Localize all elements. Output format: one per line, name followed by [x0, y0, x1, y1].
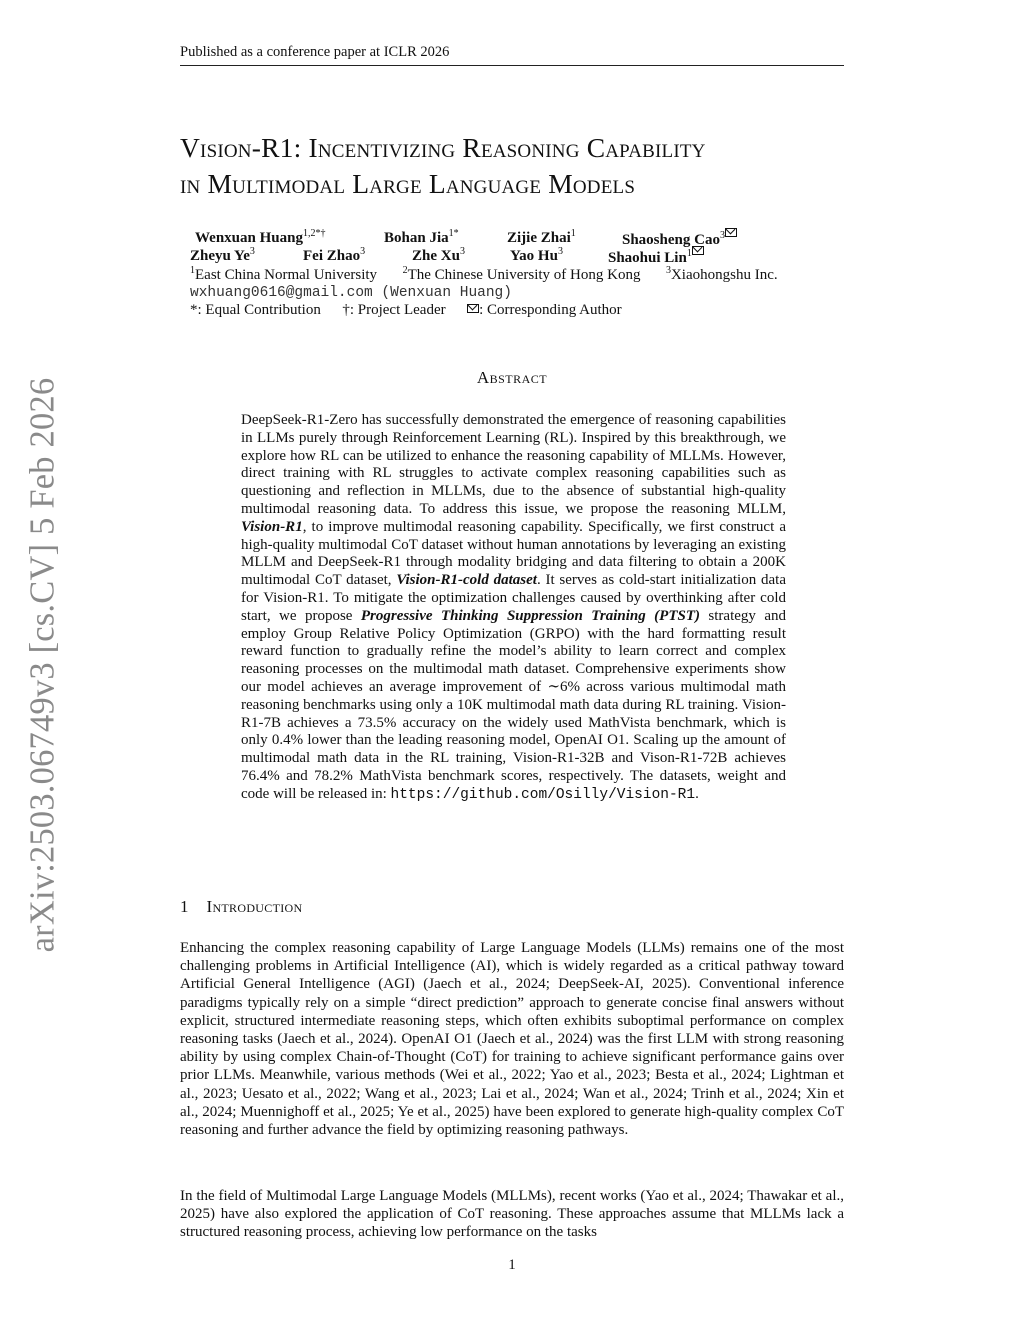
abstract-heading: Abstract: [476, 368, 548, 387]
section-number: 1: [180, 897, 189, 916]
contact-email: wxhuang0616@gmail.com (Wenxuan Huang): [190, 285, 512, 301]
title-line-1: Vision-R1: Incentivizing Reasoning Capability: [180, 132, 706, 163]
running-header: Published as a conference paper at ICLR 2026: [180, 44, 450, 60]
paper-title: [180, 130, 850, 202]
arxiv-id-text: arXiv:2503.06749v3 [cs.CV] 5 Feb 2026: [23, 377, 62, 953]
author-list: [190, 228, 850, 268]
note-corresponding: : Corresponding Author: [479, 302, 622, 318]
author: Zheyu Ye$^3$: [190, 246, 255, 264]
method-name: Progressive Thinking Suppression Training (PTST): [360, 607, 700, 624]
header-rule: [180, 65, 844, 66]
note-leader: †: Project Leader: [342, 302, 446, 318]
dataset-name: Vision-R1-cold dataset: [396, 572, 537, 589]
author: Zhe Xu$^3$: [412, 246, 465, 264]
affiliations: [190, 265, 778, 284]
repo-url[interactable]: https://github.com/Osilly/Vision-R1: [390, 786, 696, 803]
section-title: Introduction: [206, 897, 303, 916]
arxiv-side-identifier: [18, 377, 68, 953]
intro-paragraph-1: Enhancing the complex reasoning capability of Large Language Models (LLMs) remains one of the most challenging problems in Artificial Intelligence (AI), which is widely regarded as a critical pathway toward Artificial General Intelligence (AGI) (Jaech et al., 2024; DeepSeek-AI, 2025). Conventional inference paradigms typically rely on a simple “direct prediction” approach to generate concise final answers without explicit, structured intermediate reasoning steps, which often exhibits suboptimal performance on complex reasoning tasks (Jaech et al., 2024). OpenAI O1 (Jaech et al., 2024) was the first LLM with strong reasoning ability by using complex Chain-of-Thought (CoT) for training to achieve significant performance gains over prior LLMs. Meanwhile, various methods (Wei et al., 2022; Yao et al., 2023; Besta et al., 2024; Lightman et al., 2023; Uesato et al., 2022; Wang et al., 2023; Lai et al., 2024; Wan et al., 2024; Trinh et al., 2024; Xin et al., 2024; Muennighoff et al., 2025; Ye et al., 2025) have been explored to generate high-quality complex CoT reasoning and further advance the field by optimizing reasoning pathways.: [180, 940, 844, 1139]
affiliation: $^1$East China Normal University: [190, 265, 378, 283]
page-number: 1: [508, 1257, 516, 1273]
envelope-icon: [467, 304, 479, 313]
author: Zijie Zhai$^1$: [507, 228, 576, 246]
author-notes: [190, 302, 622, 319]
intro-paragraph-2: In the field of Multimodal Large Language Models (MLLMs), recent works (Yao et al., 2024; Thawakar et al., 2025) have also explored the application of CoT reasoning. These approaches assume that MLLMs lack a structured reasoning process, achieving low performance on the tasks: [180, 1188, 844, 1241]
affiliation: $^2$The Chinese University of Hong Kong: [402, 265, 641, 283]
abstract-body: DeepSeek-R1-Zero has successfully demonstrated the emergence of reasoning capabilities in LLMs purely through Reinforcement Learning (RL). Inspired by this breakthrough, we explore how RL can be utilized to enhance the reasoning capability of MLLMs. However, direct training with RL struggles to activate complex reasoning capabilities such as questioning and reflection in MLLMs, due to the absence of substantial high-quality multimodal reasoning data. To address this issue, we propose the reasoning MLLM, Vision-R1, to improve multimodal reasoning capability. Specifically, we first construct a high-quality multimodal CoT dataset without human annotations by leveraging an existing MLLM and DeepSeek-R1 through modality bridging and data filtering to obtain a 200K multimodal CoT dataset, Vision-R1-cold dataset. It serves as cold-start initialization data for Vision-R1. To mitigate the optimization challenges caused by overthinking after cold start, we propose Progressive Thinking Suppression Training (PTST) strategy and employ Group Relative Policy Optimization (GRPO) with the hard formatting result reward function to gradually refine the model’s ability to learn correct and complex reasoning processes on the multimodal math dataset. Comprehensive experiments show our model achieves an average improvement of ∼6% across various multimodal math reasoning benchmarks using only a 10K multimodal math data during RL training. Vision-R1-7B achieves a 73.5% accuracy on the widely used MathVista benchmark, which is only 0.4% lower than the leading reasoning model, OpenAI O1. Scaling up the amount of multimodal math data in the RL training, Vision-R1-32B and Vison-R1-72B achieves 76.4% and 78.2% MathVista benchmark scores, respectively. The datasets, weight and code will be released in: https://github.com/Osilly/Vision-R1.: [241, 412, 787, 803]
title-line-2: in Multimodal Large Language Models: [180, 168, 636, 199]
author: Fei Zhao$^3$: [303, 246, 366, 264]
note-equal: *: Equal Contribution: [190, 302, 321, 318]
model-name: Vision-R1: [241, 518, 303, 535]
affiliation: $^3$Xiaohongshu Inc.: [665, 265, 778, 283]
envelope-icon: [725, 228, 737, 237]
author: Shaohui Lin$^1$: [608, 246, 704, 267]
author: Yao Hu$^3$: [510, 246, 563, 264]
author: Wenxuan Huang$^{1,2*\dagger}$: [195, 228, 326, 246]
author: Shaosheng Cao$^3$: [622, 228, 737, 249]
section-heading: [180, 897, 302, 917]
author: Bohan Jia$^{1*}$: [384, 228, 459, 246]
envelope-icon: [692, 246, 704, 255]
